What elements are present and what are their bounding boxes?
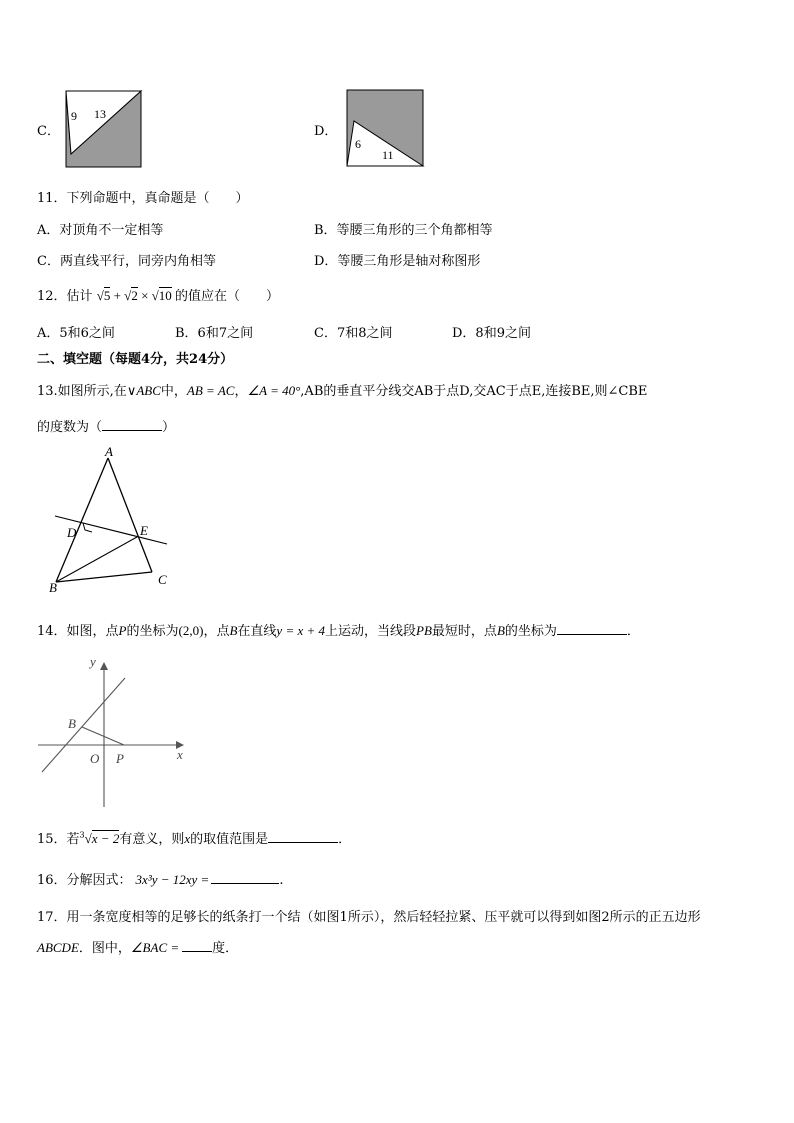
q16-end: . (279, 873, 284, 888)
q13-triangle: ABC (136, 383, 161, 398)
q13-label-b: B (49, 580, 57, 595)
q13-label-a: A (105, 444, 113, 459)
q17-answer-blank[interactable] (182, 937, 212, 952)
q12-option-d: D．8和9之间 (452, 326, 531, 341)
q15-answer-blank[interactable] (268, 828, 338, 843)
q13-line2 (37, 416, 175, 435)
q13-eq2: ∠A = 40° (247, 383, 301, 398)
q13-text-d: ,AB的垂直平分线交AB于点D,交AC于点E,连接BE,则∠CBE (300, 384, 648, 399)
q15-end: ． (338, 832, 352, 847)
q15-radicand: x − 2 (91, 831, 120, 846)
q13-line1: 13.如图所示,在∨ABC中，AB = AC，∠A = 40°,AB的垂直平分线交AB于点D,交AC于点E,连接BE,则∠CBE (37, 383, 648, 399)
q13-answer-blank[interactable] (102, 416, 162, 431)
q13-text-a: 13.如图所示,在 (37, 384, 127, 399)
q13-label-e: E (140, 523, 148, 538)
q15-root-index: 3 (79, 830, 85, 840)
q17-line2 (37, 937, 238, 956)
q16-answer-blank[interactable] (211, 869, 279, 884)
q11-option-d: D．等腰三角形是轴对称图形 (314, 254, 481, 269)
q11-option-c: C．两直线平行，同旁内角相等 (37, 254, 216, 269)
q14-coordinate-figure (36, 652, 192, 810)
q14-point-b: B (229, 623, 238, 638)
q14-coord: (2,0) (178, 623, 204, 638)
q17-line1: 17．用一条宽度相等的足够长的纸条打一个结（如图1所示），然后轻轻拉紧、压平就可以得到如图2所示的正五边形 (37, 910, 701, 925)
q15-text-c: 的取值范围是 (190, 832, 269, 847)
q13-label-d: D (67, 525, 77, 540)
q16-text-a: 16．分解因式： (37, 873, 132, 888)
q12-option-b: B．6和7之间 (175, 326, 254, 341)
q17-text-d: 度． (212, 941, 239, 956)
q13-answer-suffix: ） (162, 420, 176, 435)
q14-text-e: 上运动，当线段 (325, 624, 417, 639)
q14-label-x: x (177, 747, 183, 762)
q15-text-b: 有意义，则 (119, 832, 185, 847)
q13-eq1: AB = AC (186, 383, 235, 398)
q10-d-side-6: 6 (355, 137, 361, 151)
q10-c-side-13: 13 (94, 107, 106, 121)
q14-text-a: 14．如图，点 (37, 624, 119, 639)
q15-stem: 15．若$^3$√x − 2有意义，则x的取值范围是 ． (37, 828, 351, 847)
q14-stem (37, 620, 640, 639)
q14-point-b2: B (496, 623, 505, 638)
q10-option-c-label: C． (37, 124, 60, 139)
q17-angle-bac: ∠BAC = (130, 940, 180, 955)
q14-label-p: P (116, 751, 124, 766)
q17-text-b: ．图中， (78, 941, 131, 956)
q10-option-d-figure (344, 88, 426, 170)
q12-option-a: A．5和6之间 (37, 326, 115, 341)
q13-text-c: ， (234, 384, 248, 399)
q13-text-b: 中， (160, 384, 187, 399)
q16-expression: 3x³y − 12xy = (135, 872, 210, 887)
q17-pentagon-name: ABCDE (37, 940, 79, 955)
q11-stem: 11．下列命题中，真命题是（ ） (37, 191, 249, 206)
q12-root-5: 5 (103, 288, 111, 303)
q13-triangle-figure (36, 444, 176, 596)
q14-line-eq: y = x + 4 (276, 623, 326, 638)
q11-option-a: A．对顶角不一定相等 (37, 223, 164, 238)
q14-label-y: y (90, 654, 96, 669)
section-heading-fill-in: 二、填空题（每题4分，共24分） (37, 352, 234, 367)
q10-option-d-label: D． (314, 124, 338, 139)
q13-label-c: C (158, 572, 167, 587)
q10-option-c-figure (60, 88, 144, 170)
q14-text-g: 的坐标为 (504, 624, 557, 639)
q14-text-c: ，点 (203, 624, 230, 639)
q12-option-c: C．7和8之间 (314, 326, 393, 341)
q14-text-f: 最短时，点 (431, 624, 497, 639)
q14-label-o: O (90, 751, 100, 766)
q12-root-10: 10 (158, 288, 172, 303)
q12-root-2: 2 (131, 288, 138, 303)
q14-answer-blank[interactable] (557, 620, 627, 635)
q14-end: ． (626, 624, 640, 639)
q10-d-side-11: 11 (382, 148, 394, 162)
q11-option-b: B．等腰三角形的三个角都相等 (314, 223, 493, 238)
q14-point-p: P (118, 623, 127, 638)
q15-text-a: 15．若 (37, 832, 80, 847)
q14-segment-pb: PB (416, 623, 432, 638)
q15-var-x: x (184, 831, 191, 846)
q12-stem: 12．估计 √5 + √2 × √10 的值应在（ ） (37, 288, 280, 304)
q14-text-b: 的坐标为 (126, 624, 179, 639)
q14-text-d: 在直线 (237, 624, 277, 639)
q14-label-b: B (68, 716, 76, 731)
q12-stem-prefix: 12．估计 (37, 289, 93, 304)
q10-c-side-9: 9 (71, 109, 77, 123)
q16-stem (37, 869, 283, 888)
q13-answer-prefix: 的度数为（ (37, 420, 103, 435)
q12-stem-suffix: 的值应在（ ） (175, 289, 280, 304)
